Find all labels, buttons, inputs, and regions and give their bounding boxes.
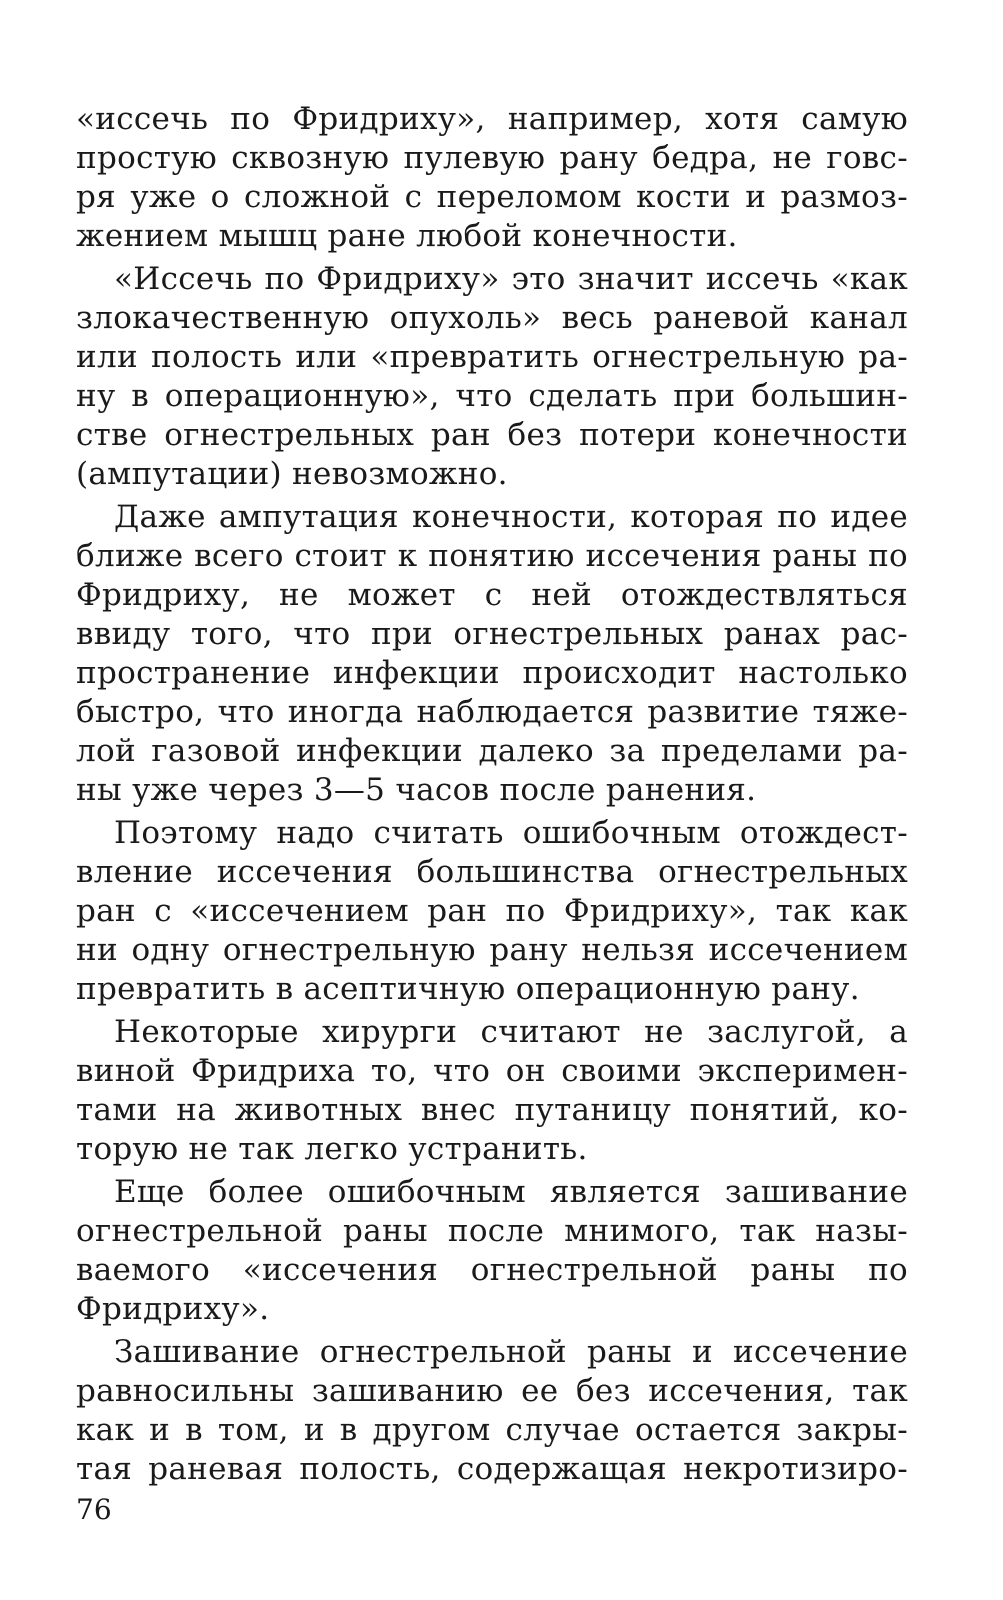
text-line: огнестрельной раны после мнимого, так назы- <box>76 1213 908 1249</box>
text-line: ря уже о сложной с переломом кости и размоз- <box>76 179 908 215</box>
text-line: Фридриху». <box>76 1291 270 1327</box>
text-line: торую не так легко устранить. <box>76 1131 588 1167</box>
paragraph-2 <box>76 260 908 494</box>
paragraph-1 <box>76 100 908 256</box>
text-line: ваемого «иссечения огнестрельной раны по <box>76 1252 908 1288</box>
text-line: быстро, что иногда наблюдается развитие тяже- <box>76 694 908 730</box>
text-line: как и в том, и в другом случае остается закры- <box>76 1412 908 1448</box>
text-line: жением мышц ране любой конечности. <box>76 218 738 254</box>
text-line: Даже ампутация конечности, которая по идее <box>114 499 908 535</box>
paragraph-7 <box>76 1333 908 1489</box>
text-line: ни одну огнестрельную рану нельзя иссечением <box>76 932 908 968</box>
text-line: ввиду того, что при огнестрельных ранах рас- <box>76 616 908 652</box>
text-line: лой газовой инфекции далеко за пределами ра- <box>76 733 908 769</box>
text-line: злокачественную опухоль» весь раневой канал <box>76 300 908 336</box>
text-line: Фридриху, не может с ней отождествляться <box>76 577 908 613</box>
text-line: «Иссечь по Фридриху» это значит иссечь «как <box>114 261 908 297</box>
paragraph-4 <box>76 814 908 1009</box>
body-text <box>76 100 908 1493</box>
text-line: тами на животных внес путаницу понятий, ко- <box>76 1092 908 1128</box>
text-line: Поэтому надо считать ошибочным отождест- <box>114 815 908 851</box>
text-line: равносильны зашиванию ее без иссечения, так <box>76 1373 908 1409</box>
text-line: пространение инфекции происходит настолько <box>76 655 908 691</box>
text-line: виной Фридриха то, что он своими эксперимен- <box>76 1053 908 1089</box>
text-line: ны уже через 3—5 часов после ранения. <box>76 772 757 808</box>
text-line: «иссечь по Фридриху», например, хотя самую <box>76 101 908 137</box>
paragraph-3 <box>76 498 908 810</box>
text-line: ближе всего стоит к понятию иссечения раны по <box>76 538 908 574</box>
text-line: или полость или «превратить огнестрельную ра- <box>76 339 908 375</box>
text-line: ран с «иссечением ран по Фридриху», так как <box>76 893 908 929</box>
text-line: (ампутации) невозможно. <box>76 456 508 492</box>
page-number: 76 <box>76 1493 112 1526</box>
text-line: Зашивание огнестрельной раны и иссечение <box>114 1334 908 1370</box>
text-line: вление иссечения большинства огнестрельных <box>76 854 908 890</box>
text-line: простую сквозную пулевую рану бедра, не говс- <box>76 140 908 176</box>
text-line: превратить в асептичную операционную рану. <box>76 971 860 1007</box>
paragraph-5 <box>76 1013 908 1169</box>
text-line: ну в операционную», что сделать при большин- <box>76 378 908 414</box>
text-line: Еще более ошибочным является зашивание <box>114 1174 908 1210</box>
text-line: стве огнестрельных ран без потери конечности <box>76 417 908 453</box>
text-line: тая раневая полость, содержащая некротизиро- <box>76 1451 908 1487</box>
paragraph-6 <box>76 1173 908 1329</box>
text-line: Некоторые хирурги считают не заслугой, а <box>114 1014 908 1050</box>
